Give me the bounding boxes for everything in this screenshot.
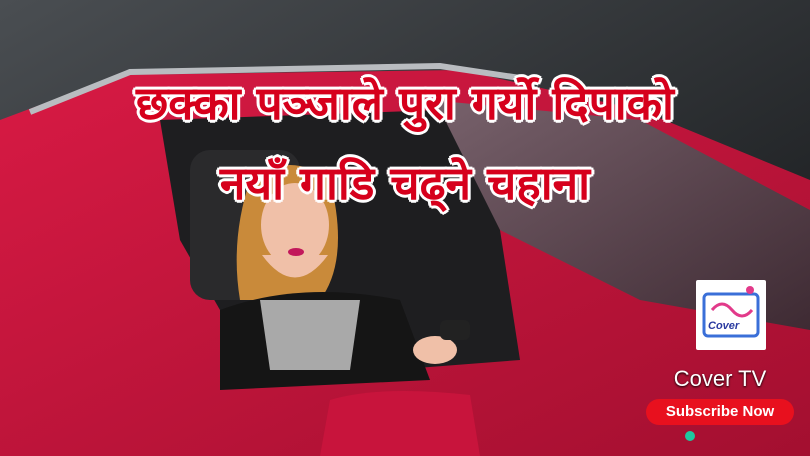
subscribe-button[interactable]: Subscribe Now <box>646 399 794 425</box>
side-mirror <box>320 391 480 456</box>
channel-name: Cover TV <box>673 366 767 391</box>
steering-wheel <box>440 320 470 340</box>
dashboard-light <box>685 431 695 441</box>
cover-tv-logo <box>696 280 766 350</box>
logo-text: Cover <box>708 320 740 332</box>
headline-line-2: नयाँ गाडि चढ्ने चहाना <box>219 156 591 210</box>
headline-line-1: छक्का पञ्जाले पुरा गर्यो दिपाको <box>136 76 674 130</box>
logo-graphic <box>696 280 766 350</box>
